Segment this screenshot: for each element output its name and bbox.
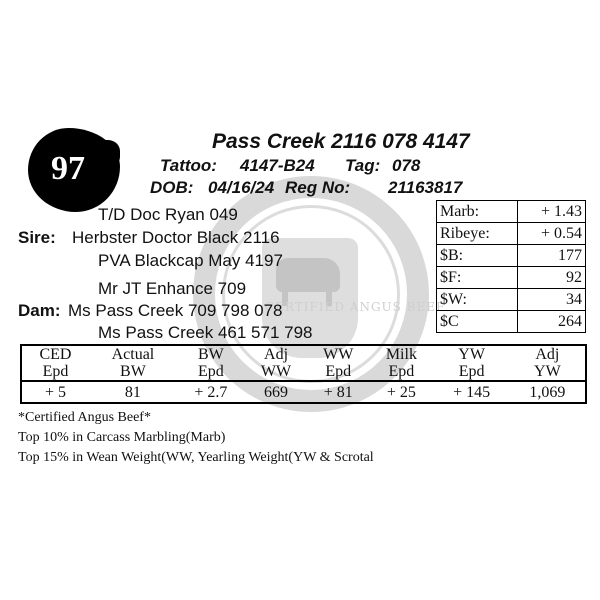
- epd-header: CED: [39, 346, 72, 363]
- epd-header: Epd: [388, 363, 415, 380]
- epd-value: + 2.7: [177, 381, 245, 403]
- epd-header: Epd: [458, 363, 485, 380]
- carcass-row: [437, 201, 586, 223]
- carcass-value: 177: [517, 245, 585, 267]
- carcass-label: $B:: [437, 245, 518, 267]
- carcass-value: + 0.54: [517, 223, 585, 245]
- epd-header: BW: [197, 346, 224, 363]
- epd-header-row-1: [21, 345, 586, 363]
- epd-value: + 81: [307, 381, 369, 403]
- epd-header: Milk: [385, 346, 417, 363]
- sire-name: Herbster Doctor Black 2116: [72, 228, 280, 247]
- carcass-label: $F:: [437, 267, 518, 289]
- epd-header: WW: [260, 363, 292, 380]
- carcass-label: $C: [437, 311, 518, 333]
- notes: [18, 408, 374, 468]
- dob-label: DOB:: [150, 178, 194, 197]
- carcass-row: [437, 311, 586, 333]
- dob-value: 04/16/24: [208, 178, 275, 197]
- dam-label: Dam:: [18, 301, 61, 320]
- dam-name: Ms Pass Creek 709 798 078: [68, 301, 283, 320]
- tattoo-value: 4147-B24: [240, 156, 315, 175]
- watermark-text: CERTIFIED ANGUS BEEF: [265, 300, 446, 314]
- dam-sire: Mr JT Enhance 709: [98, 279, 247, 298]
- note-line: Top 15% in Wean Weight(WW, Yearling Weight(YW & Scrotal: [18, 450, 374, 465]
- carcass-row: [437, 223, 586, 245]
- carcass-value: 34: [517, 289, 585, 311]
- epd-value: + 5: [21, 381, 89, 403]
- epd-header: WW: [323, 346, 354, 363]
- animal-name: Pass Creek 2116 078 4147: [212, 130, 470, 153]
- carcass-value: 92: [517, 267, 585, 289]
- epd-header: Epd: [325, 363, 352, 380]
- note-line: *Certified Angus Beef*: [18, 410, 151, 425]
- carcass-table: [436, 200, 586, 333]
- epd-values-row: [21, 381, 586, 403]
- epd-header-row-2: [21, 363, 586, 381]
- epd-header: YW: [458, 346, 485, 363]
- epd-header: BW: [120, 363, 146, 380]
- sire-sire: T/D Doc Ryan 049: [98, 205, 238, 224]
- epd-value: + 25: [369, 381, 433, 403]
- tag-label: Tag:: [345, 156, 381, 175]
- epd-value: + 145: [433, 381, 509, 403]
- sire-label: Sire:: [18, 228, 56, 247]
- note-line: Top 10% in Carcass Marbling(Marb): [18, 430, 226, 445]
- cow-icon: [276, 258, 340, 292]
- carcass-row: [437, 245, 586, 267]
- epd-table: [20, 344, 587, 404]
- carcass-label: Ribeye:: [437, 223, 518, 245]
- epd-header: Adj: [535, 346, 560, 363]
- carcass-value: 264: [517, 311, 585, 333]
- carcass-label: Marb:: [437, 201, 518, 223]
- epd-header: Epd: [197, 363, 224, 380]
- dam-dam: Ms Pass Creek 461 571 798: [98, 323, 313, 342]
- carcass-label: $W:: [437, 289, 518, 311]
- score-badge: 97: [51, 150, 85, 187]
- reg-label: Reg No:: [285, 178, 351, 197]
- epd-header: Epd: [42, 363, 69, 380]
- sire-dam: PVA Blackcap May 4197: [98, 251, 283, 270]
- carcass-row: [437, 289, 586, 311]
- carcass-row: [437, 267, 586, 289]
- tag-value: 078: [392, 156, 421, 175]
- carcass-value: + 1.43: [517, 201, 585, 223]
- epd-header: Adj: [264, 346, 289, 363]
- epd-header: Actual: [111, 346, 155, 363]
- epd-value: 669: [245, 381, 307, 403]
- epd-header: YW: [534, 363, 561, 380]
- epd-value: 81: [89, 381, 177, 403]
- reg-value: 21163817: [388, 178, 463, 197]
- tattoo-label: Tattoo:: [160, 156, 217, 175]
- epd-value: 1,069: [510, 381, 586, 403]
